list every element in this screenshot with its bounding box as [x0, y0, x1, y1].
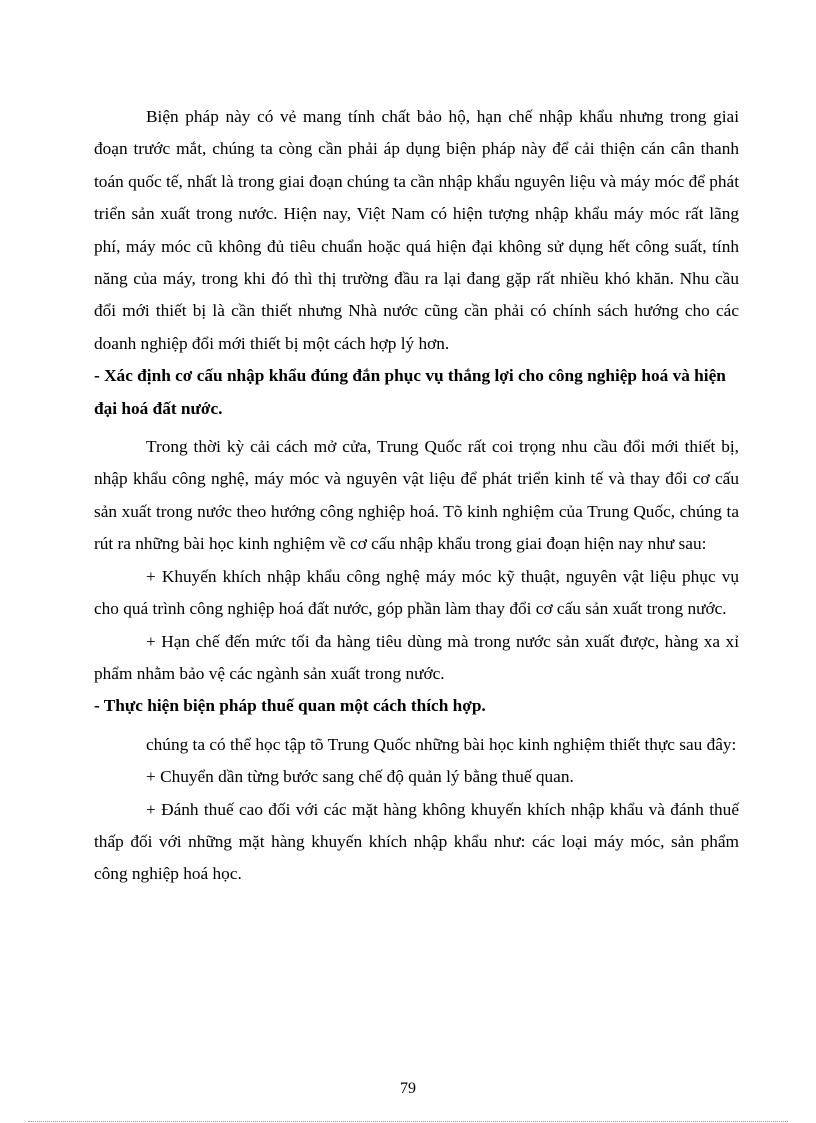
page-body	[94, 101, 739, 891]
page-number: 79	[400, 1080, 416, 1097]
bullet-tax-rates: + Đánh thuế cao đối với các mặt hàng không khuyến khích nhập khẩu và đánh thuế thấp đối với những mặt hàng khuyến khích nhập khẩu như: các loại máy móc, sản phẩm công nghiệp hoá học.	[94, 799, 739, 884]
paragraph-lessons-intro: chúng ta có thể học tập tõ Trung Quốc những bài học kinh nghiệm thiết thực sau đây:	[146, 734, 737, 754]
paragraph-china-reform: Trong thời kỳ cải cách mở cửa, Trung Quốc rất coi trọng nhu cầu đổi mới thiết bị, nhập khẩu công nghệ, máy móc và nguyên vật liệu để phát triển kinh tế và thay đổi cơ cấu sản xuất trong nước theo hướng công nghiệp hoá. Tõ kinh nghiệm của Trung Quốc, chúng ta rút ra những bài học kinh nghiệm về cơ cấu nhập khẩu trong giai đoạn hiện nay như sau:	[94, 437, 739, 554]
bullet-encourage-imports: + Khuyến khích nhập khẩu công nghệ máy móc kỹ thuật, nguyên vật liệu phục vụ cho quá trình công nghiệp hoá đất nước, góp phần làm thay đổi cơ cấu sản xuất trong nước.	[94, 566, 739, 619]
footer-divider	[28, 1121, 788, 1122]
bullet-tariff-management: + Chuyển dần từng bước sang chế độ quản lý bằng thuế quan.	[146, 767, 574, 787]
bullet-limit-consumer-goods: + Hạn chế đến mức tối đa hàng tiêu dùng mà trong nước sản xuất được, hàng xa xỉ phẩm nhằm bảo vệ các ngành sản xuất trong nước.	[94, 631, 739, 683]
heading-tariff-measures: - Thực hiện biện pháp thuế quan một cách thích hợp.	[94, 696, 486, 716]
paragraph-protection-measures: Biện pháp này có vẻ mang tính chất bảo hộ, hạn chế nhập khẩu nhưng trong giai đoạn trước mắt, chúng ta còng cần phải áp dụng biện pháp này để cải thiện cán cân thanh toán quốc tế, nhất là trong giai đoạn chúng ta cần nhập khẩu nguyên liệu và máy móc để phát triển sản xuất trong nước. Hiện nay, Việt Nam có hiện tượng nhập khẩu máy móc rất lãng phí, máy móc cũ không đủ tiêu chuẩn hoặc quá hiện đại không sử dụng hết công suất, tính năng của máy, trong khi đó thì thị trường đầu ra lại đang gặp rất nhiều khó khăn. Nhu cầu đổi mới thiết bị là cần thiết nhưng Nhà nước cũng cần phải có chính sách hướng cho các doanh nghiệp đổi mới thiết bị một cách hợp lý hơn.	[94, 107, 739, 353]
heading-import-structure: - Xác định cơ cấu nhập khẩu đúng đắn phục vụ thắng lợi cho công nghiệp hoá và hiện đại hoá đất nước.	[94, 366, 726, 418]
